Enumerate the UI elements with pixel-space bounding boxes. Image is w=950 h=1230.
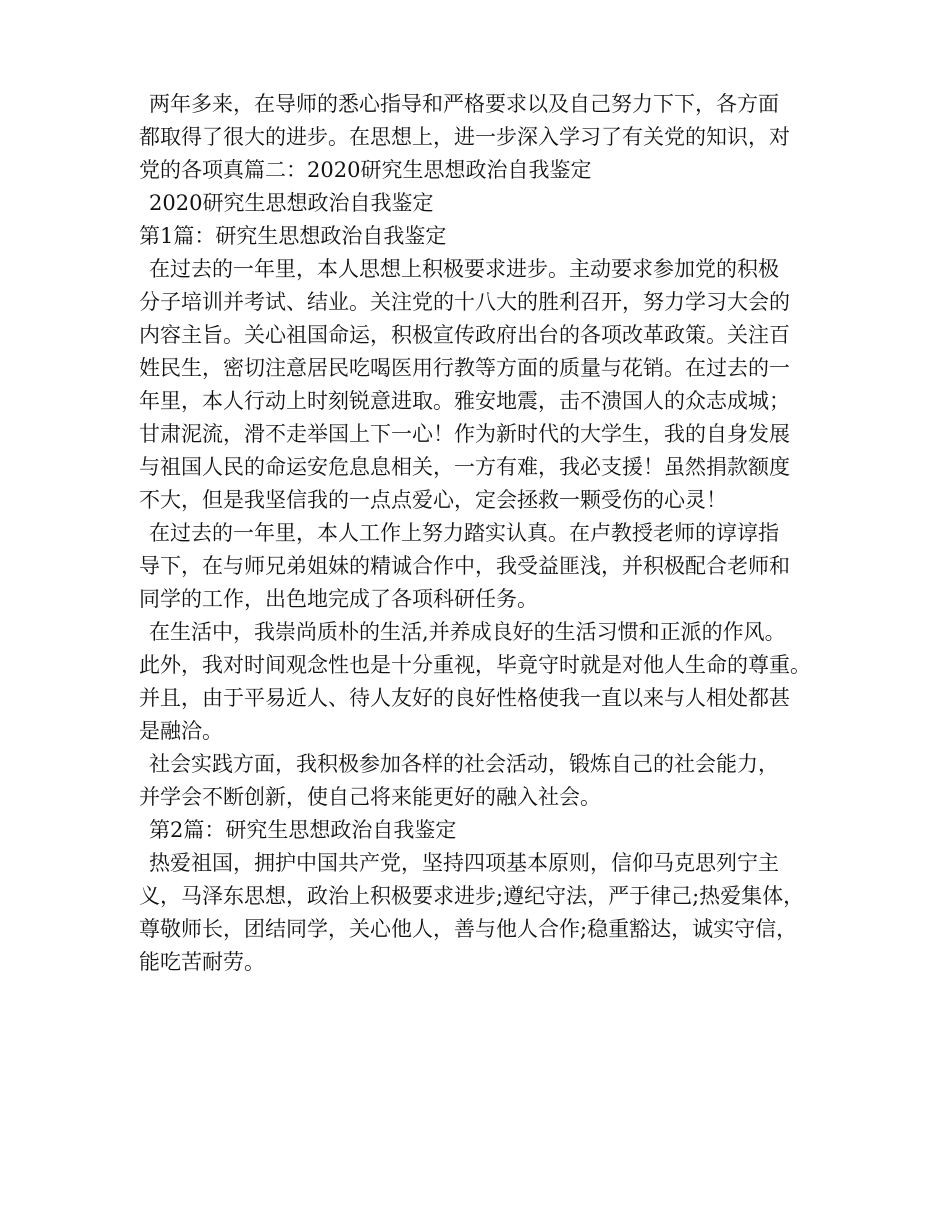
text-line: 姓民生，密切注意居民吃喝医用行教等方面的质量与花销。在过去的一: [139, 356, 790, 380]
text-line: 同学的工作，出色地完成了各项科研任务。: [139, 587, 538, 611]
text-line: 并学会不断创新，使自己将来能更好的融入社会。: [139, 785, 601, 809]
text-line: 年里，本人行动上时刻锐意进取。雅安地震，击不溃国人的众志成城；: [139, 389, 790, 413]
text-line: 分子培训并考试、结业。关注党的十八大的胜利召开，努力学习大会的: [139, 290, 790, 314]
text-line: 热爱祖国，拥护中国共产党，坚持四项基本原则，信仰马克思列宁主: [149, 851, 779, 875]
text-line: 是融洽。: [139, 719, 223, 743]
text-line: 党的各项真篇二：2020研究生思想政治自我鉴定: [139, 158, 592, 182]
document-body: [139, 88, 839, 979]
text-line: 甘肃泥流，滑不走举国上下一心！作为新时代的大学生，我的自身发展: [139, 422, 790, 446]
text-line: 社会实践方面，我积极参加各样的社会活动，锻炼自己的社会能力，: [149, 752, 779, 776]
text-line: 都取得了很大的进步。在思想上，进一步深入学习了有关党的知识，对: [139, 125, 790, 149]
text-line: 不大，但是我坚信我的一点点爱心，定会拯救一颗受伤的心灵！: [139, 488, 727, 512]
text-line: 并且，由于平易近人、待人友好的良好性格使我一直以来与人相处都甚: [139, 686, 790, 710]
text-line: 此外，我对时间观念性也是十分重视，毕竟守时就是对他人生命的尊重。: [139, 653, 811, 677]
text-line: 导下，在与师兄弟姐妹的精诚合作中，我受益匪浅，并积极配合老师和: [139, 554, 790, 578]
text-line: 第2篇：研究生思想政治自我鉴定: [149, 818, 457, 842]
text-line: 在过去的一年里，本人思想上积极要求进步。主动要求参加党的积极: [149, 257, 779, 281]
text-line: 在生活中，我崇尚质朴的生活,并养成良好的生活习惯和正派的作风。: [149, 620, 786, 644]
text-line: 在过去的一年里，本人工作上努力踏实认真。在卢教授老师的谆谆指: [149, 521, 779, 545]
text-line: 内容主旨。关心祖国命运，积极宣传政府出台的各项改革政策。关注百: [139, 323, 790, 347]
text-line: 两年多来，在导师的悉心指导和严格要求以及自己努力下下，各方面: [149, 92, 779, 116]
text-line: 能吃苦耐劳。: [139, 950, 265, 974]
text-line: 第1篇：研究生思想政治自我鉴定: [139, 224, 447, 248]
text-line: 尊敬师长，团结同学，关心他人，善与他人合作;稳重豁达，诚实守信，: [139, 917, 798, 941]
text-line: 与祖国人民的命运安危息息相关，一方有难，我必支援！虽然捐款额度: [139, 455, 790, 479]
text-line: 义，马泽东思想，政治上积极要求进步;遵纪守法，严于律己;热爱集体，: [139, 884, 805, 908]
text-line: 2020研究生思想政治自我鉴定: [149, 191, 434, 215]
